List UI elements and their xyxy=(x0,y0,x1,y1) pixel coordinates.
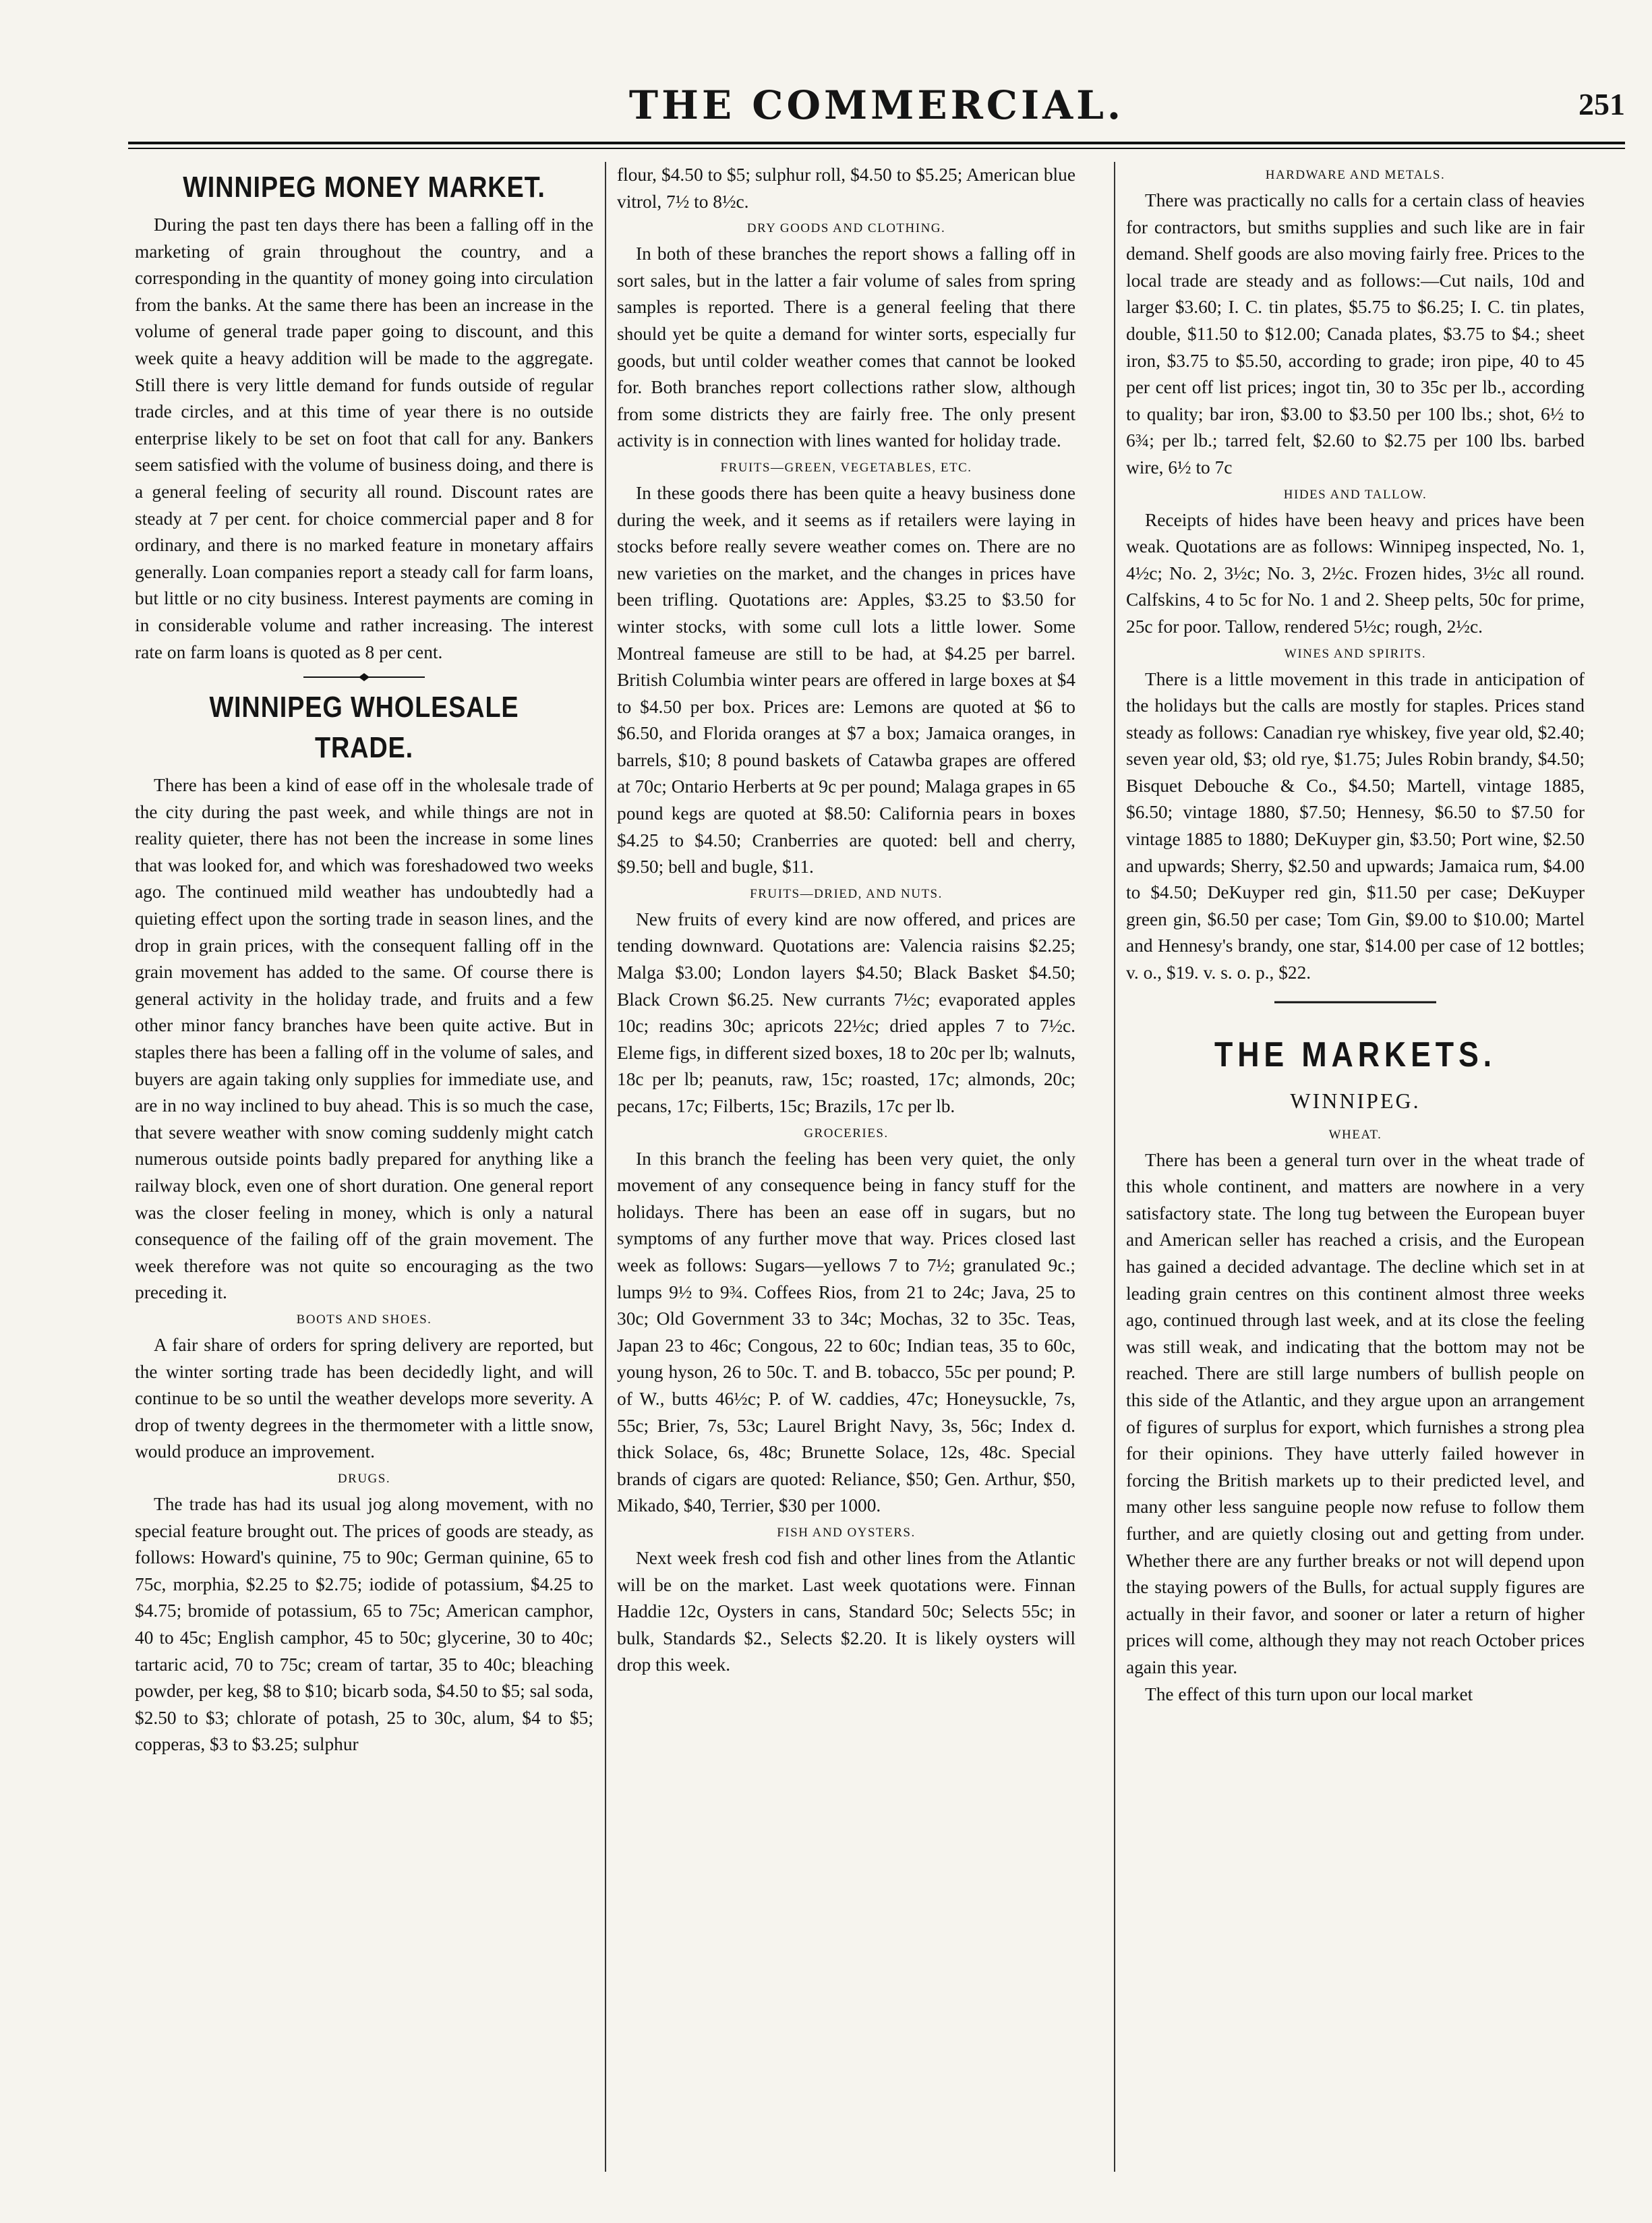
masthead xyxy=(128,80,1625,154)
section-rule xyxy=(1274,1000,1436,1004)
ornamental-rule xyxy=(297,672,432,682)
article-wines: There is a little movement in this trade in anticipation of the holidays but the calls are mostly for staples. Prices stand steady as follows: Canadian rye whiskey, five year old, $2.40; seven year old, $3; old rye, $1.75; Jules Robin brandy, $4.50; Bisquet Debouche & Co., $4.50; Martell, vintage 1885, $6.50; vintage 1880, $7.50; Hennesy, $6.50 to $7.50 for vintage 1885 to 1880; DeKuyper gin, $3.50; Port wine, $2.50 and upwards; Sherry, $2.50 and upwards; Jamaica rum, $4.00 to $4.50; DeKuyper red gin, $11.50 per case; DeKuyper green gin, $6.50 per case; Tom Gin, $9.00 to $10.00; Martel and Hennesy's brandy, one star, $14.00 per case of 12 bottles; v. o., $19. v. s. o. p., $22. xyxy=(1126,668,1585,983)
heading-the-markets: THE MARKETS. xyxy=(1214,1035,1496,1074)
heading-winnipeg: WINNIPEG. xyxy=(1290,1088,1421,1113)
heading-wheat: WHEAT. xyxy=(1328,1127,1382,1142)
heading-dry-goods: DRY GOODS AND CLOTHING. xyxy=(746,221,946,236)
article-wheat: There has been a general turn over in the wheat trade of this whole continent, and matters are nowhere in a very satisfactory state. The long tug between the European buyer and American seller has reached a crisis, and the European has gained a decided advantage. The decline which set in at leading grain centres on this continent almost three weeks ago, continued through last week, and at its close the feeling was still weak, and indicating that the bottom may not be reached. There are still large numbers of bullish people on this side of the Atlantic, and they argue upon an arrangement of figures of surplus for export, which furnishes a strong plea for their opinions. They have utterly failed however in forcing the British markets up to their predicted level, and many other less sanguine people now refuse to follow them further, and are quietly closing out and getting from under. Whether there are any further breaks or not will depend upon the staying powers of the Bulls, for actual supply figures are actually in their favor, and sooner or later a return of higher prices will come, although they may not reach October prices again this year. xyxy=(1126,1149,1585,1677)
article-drugs: The trade has had its usual jog along movement, with no special feature brought out. The prices of goods are steady, as follows: Howard's quinine, 75 to 90c; German quinine, 65 to 75c, morphia, $2.25 to $2.75; iodide of potassium, $4.25 to $4.75; bromide of potassium, 65 to 75c; American camphor, 40 to 45c; English camphor, 45 to 50c; glycerine, 30 to 40c; tartaric acid, 70 to 75c; cream of tartar, 35 to 40c; bleaching powder, per keg, $8 to $10; bicarb soda, $4.50 to $5; sal soda, $2.50 to $3; chlorate of potash, 25 to 30c, alum, $4 to $5; copperas, $3 to $3.25; sulphur xyxy=(135,1493,593,1755)
heading-groceries: GROCERIES. xyxy=(804,1126,889,1141)
header-rule-thin xyxy=(128,148,1625,149)
heading-drugs: DRUGS. xyxy=(337,1471,391,1486)
article-hides: Receipts of hides have been heavy and prices have been weak. Quotations are as follows: Winnipeg inspected, No. 1, 4½c; No. 2, 3½c; No. 3, 2½c. Frozen hides, 3½c all round. Calfskins, 4 to 5c for No. 1 and 2. Sheep pelts, 50c for prime, 25c for poor. Tallow, rendered 5½c; rough, 2½c. xyxy=(1126,509,1585,637)
column-divider-2 xyxy=(1114,162,1115,2172)
column-3 xyxy=(1126,162,1585,2172)
heading-fruits-green: FRUITS—GREEN, VEGETABLES, ETC. xyxy=(720,460,972,475)
article-money-market: During the past ten days there has been a falling off in the marketing of grain throughout the country, and a corresponding in the quantity of money going into circulation from the banks. At the same there has been an increase in the volume of general trade paper going to discount, and this week quite a heavy addition will be made to the aggregate. Still there is very little demand for funds outside of regular trade circles, and at this time of year there is no outside enterprise likely to be set on foot that call for any. Bankers seem satisfied with the volume of business doing, and there is a general feeling of security all round. Discount rates are steady at 7 per cent. for choice commercial paper and 8 for ordinary, and there is no marked feature in monetary affairs generally. Loan companies report a steady call for farm loans, but little or no city business. Interest payments are coming in in considerable volume and rather increasing. The interest rate on farm loans is quoted as 8 per cent. xyxy=(135,214,593,662)
heading-fruits-dried: FRUITS—DRIED, AND NUTS. xyxy=(750,886,943,901)
heading-wines: WINES AND SPIRITS. xyxy=(1284,646,1427,661)
newspaper-title: THE COMMERCIAL. xyxy=(628,82,1125,128)
page-number: 251 xyxy=(1579,87,1625,121)
heading-hides: HIDES AND TALLOW. xyxy=(1283,487,1427,502)
heading-money-market: WINNIPEG MONEY MARKET. xyxy=(183,171,545,204)
article-dry-goods: In both of these branches the report shows a falling off in sort sales, but in the latter a fair volume of sales from spring samples is reported. There is a general feeling that there should yet be quite a demand for winter sorts, especially fur goods, but until colder weather comes that cannot be looked for. Both branches report collections rather slow, although from some districts they are fairly free. The only present activity is in connection with lines wanted for holiday trade. xyxy=(617,243,1075,451)
article-groceries: In this branch the feeling has been very quiet, the only movement of any consequence being in fancy stuff for the holidays. There has been an ease off in sugars, but no symptoms of any further move that way. Prices closed last week as follows: Sugars—yellows 7 to 7½; granulated 9c.; lumps 9½ to 9¾. Coffees Rios, from 21 to 24c; Java, 25 to 30c; Old Government 33 to 34c; Mochas, 32 to 35c. Teas, Japan 23 to 46c; Congous, 22 to 60c; Indian teas, 35 to 60c, young hyson, 26 to 50c. T. and B. tobacco, 55c per pound; P. of W., butts 46½c; P. of W. caddies, 47c; Honeysuckle, 7s, 55c; Brier, 7s, 53c; Laurel Bright Navy, 3s, 56c; Index d. thick Solace, 6s, 48c; Brunette Solace, 12s, 48c. Special brands of cigars are quoted: Reliance, $50; Gen. Arthur, $50, Mikado, $40, Terrier, $30 per 1000. xyxy=(617,1148,1075,1516)
article-fruits-dried: New fruits of every kind are now offered, and prices are tending downward. Quotations are: Valencia raisins $2.25; Malga $3.00; London layers $4.50; Black Basket $4.50; Black Crown $6.25. New currants 7½c; evaporated apples 10c; readins 30c; apricots 22½c; dried apples 7 to 7½c. Eleme figs, in different sized boxes, 18 to 20c per lb; walnuts, 18c per lb; peanuts, raw, 15c; roasted, 17c; almonds, 20c; pecans, 17c; Filberts, 15c; Brazils, 17c per lb. xyxy=(617,908,1075,1116)
column-2 xyxy=(617,162,1075,2172)
article-hardware: There was practically no calls for a certain class of heavies for contractors, but smiths supplies and such like are in fair demand. Shelf goods are also moving fairly free. Prices to the local trade are steady and as follows:—Cut nails, 10d and larger $3.60; I. C. tin plates, $5.75 to $6.25; I. C. tin plates, double, $11.50 to $12.00; Canada plates, $3.75 to $4.; sheet iron, $3.75 to $5.50, according to grade; iron pipe, 40 to 45 per cent off list prices; ingot tin, 30 to 35c per lb., according to quality; bar iron, $3.00 to $3.50 per 100 lbs.; shot, 6½ to 6¾; per lb.; tarred felt, $2.60 to $2.75 per 100 lbs. barbed wire, 6½ to 7c xyxy=(1126,190,1585,478)
article-wholesale-trade: There has been a kind of ease off in the wholesale trade of the city during the past week, and while things are not in reality quieter, there has not been the increase in some lines that was looked for, and which was foreshadowed two weeks ago. The continued mild weather has undoubtedly had a quieting effect upon the sorting trade in season lines, and the drop in grain prices, with the consequent falling off in the grain movement has added to the same. Of course there is general activity in the holiday trade, and fruits and a few other minor fancy branches have been quite active. But in staples there has been a falling off in the volume of sales, and buyers are again taking only supplies for immediate use, and are in no way inclined to buy ahead. This is so much the case, that severe weather with snow coming suddenly might catch numerous outside points badly prepared for anything like a railway block, even one of short duration. One general report was the closer feeling in money, which is only a natural consequence of the failing off of the grain movement. The week therefore was not quite so encouraging as the two preceding it. xyxy=(135,775,593,1303)
article-boots-shoes: A fair share of orders for spring delivery are reported, but the winter sorting trade has been decidedly light, and will continue to be so until the weather develops more severity. A drop of twenty degrees in the thermometer with a little snow, would produce an improvement. xyxy=(135,1334,593,1462)
article-fish-oysters: Next week fresh cod fish and other lines from the Atlantic will be on the market. Last week quotations were. Finnan Haddie 12c, Oysters in cans, Standard 50c; Selects 55c; in bulk, Standards $2., Selects $2.20. It is likely oysters will drop this week. xyxy=(617,1547,1075,1675)
heading-fish-oysters: FISH AND OYSTERS. xyxy=(777,1525,916,1540)
article-fruits-green: In these goods there has been quite a heavy business done during the week, and it seems as if retailers were laying in stocks before really severe weather comes on. There are no new varieties on the market, and the changes in prices have been trifling. Quotations are: Apples, $3.25 to $3.50 for winter stocks, with some cull lots a little lower. Some Montreal fameuse are still to be had, at $4.25 per barrel. British Columbia winter pears are offered in large boxes at $4 to $4.50 per box. Prices are: Lemons are quoted at $6 to $6.50, and Florida oranges at $7 a box; Jamaica oranges, in barrels, $10; 8 pound baskets of Catawba grapes are offered at 70c; Ontario Herberts at 9c per pound; Malaga grapes in 65 pound kegs are quoted at $8.50: California pears in boxes $4.25 to $4.50; Cranberries are quoted: bell and cherry, $9.50; bell and bugle, $11. xyxy=(617,482,1075,877)
heading-wholesale-trade: WINNIPEG WHOLESALE TRADE. xyxy=(209,691,519,765)
header-rule-thick xyxy=(128,142,1625,144)
column-1 xyxy=(135,162,593,2172)
heading-boots-shoes: BOOTS AND SHOES. xyxy=(296,1312,432,1327)
article-wheat-continued: The effect of this turn upon our local market xyxy=(1145,1683,1473,1704)
article-drugs-continued: flour, $4.50 to $5; sulphur roll, $4.50 to $5.25; American blue vitrol, 7½ to 8½c. xyxy=(617,165,1075,212)
heading-hardware: HARDWARE AND METALS. xyxy=(1265,168,1446,182)
column-divider-1 xyxy=(605,162,606,2172)
